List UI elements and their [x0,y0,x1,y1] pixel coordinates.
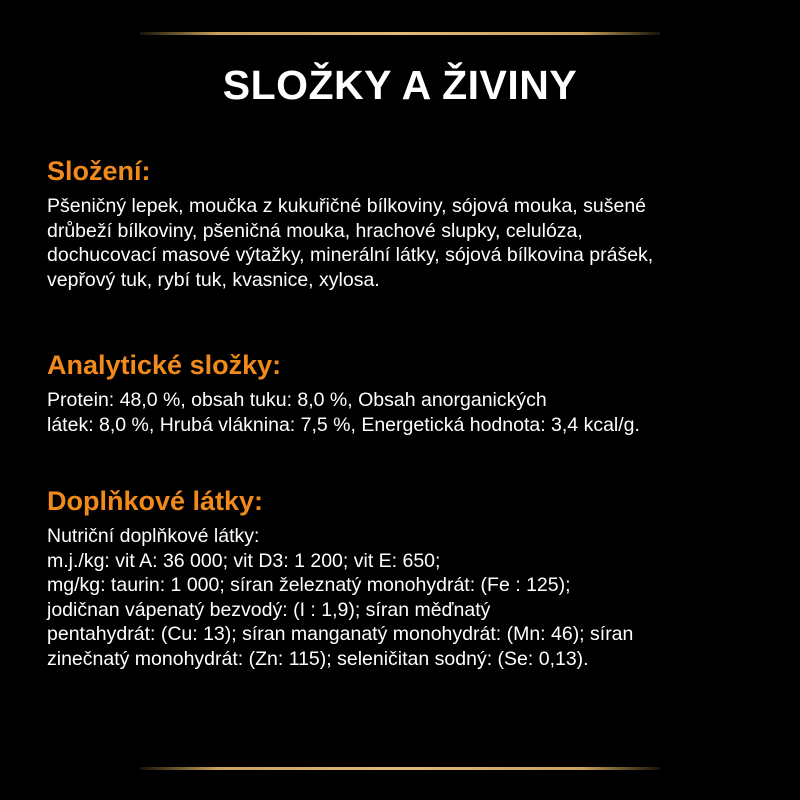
body-line: látek: 8,0 %, Hrubá vláknina: 7,5 %, Energetická hodnota: 3,4 kcal/g. [47,413,640,436]
body-line: jodičnan vápenatý bezvodý: (I : 1,9); síran měďnatý [47,598,491,621]
bottom-divider [140,767,660,770]
body-line: mg/kg: taurin: 1 000; síran železnatý monohydrát: (Fe : 125); [47,574,571,596]
body-line: dochucovací masové výtažky, minerální látky, sójová bílkovina prášek, [47,244,654,266]
body-line: pentahydrát: (Cu: 13); síran manganatý monohydrát: (Mn: 46); síran [47,623,634,645]
section-heading: Složení: [47,156,151,186]
section-analytical [47,348,767,437]
section-additives [47,484,767,671]
page-title: SLOŽKY A ŽIVINY [222,62,578,108]
body-line: m.j./kg: vit A: 36 000; vit D3: 1 200; vit E: 650; [47,549,441,572]
section-heading: Analytické složky: [47,350,282,380]
section-body [47,388,767,437]
body-line: drůbeží bílkoviny, pšeničná mouka, hrachové slupky, celulóza, [47,219,583,242]
section-body [47,194,767,292]
body-line: zinečnatý monohydrát: (Zn: 115); seleničitan sodný: (Se: 0,13). [47,647,589,670]
top-divider [140,32,660,35]
body-line: vepřový tuk, rybí tuk, kvasnice, xylosa. [47,268,380,291]
section-body [47,524,767,671]
section-ingredients [47,154,767,292]
body-line: Nutriční doplňkové látky: [47,525,260,547]
body-line: Protein: 48,0 %, obsah tuku: 8,0 %, Obsah anorganických [47,389,547,411]
section-heading: Doplňkové látky: [47,486,264,516]
body-line: Pšeničný lepek, moučka z kukuřičné bílkoviny, sójová mouka, sušené [47,195,647,217]
